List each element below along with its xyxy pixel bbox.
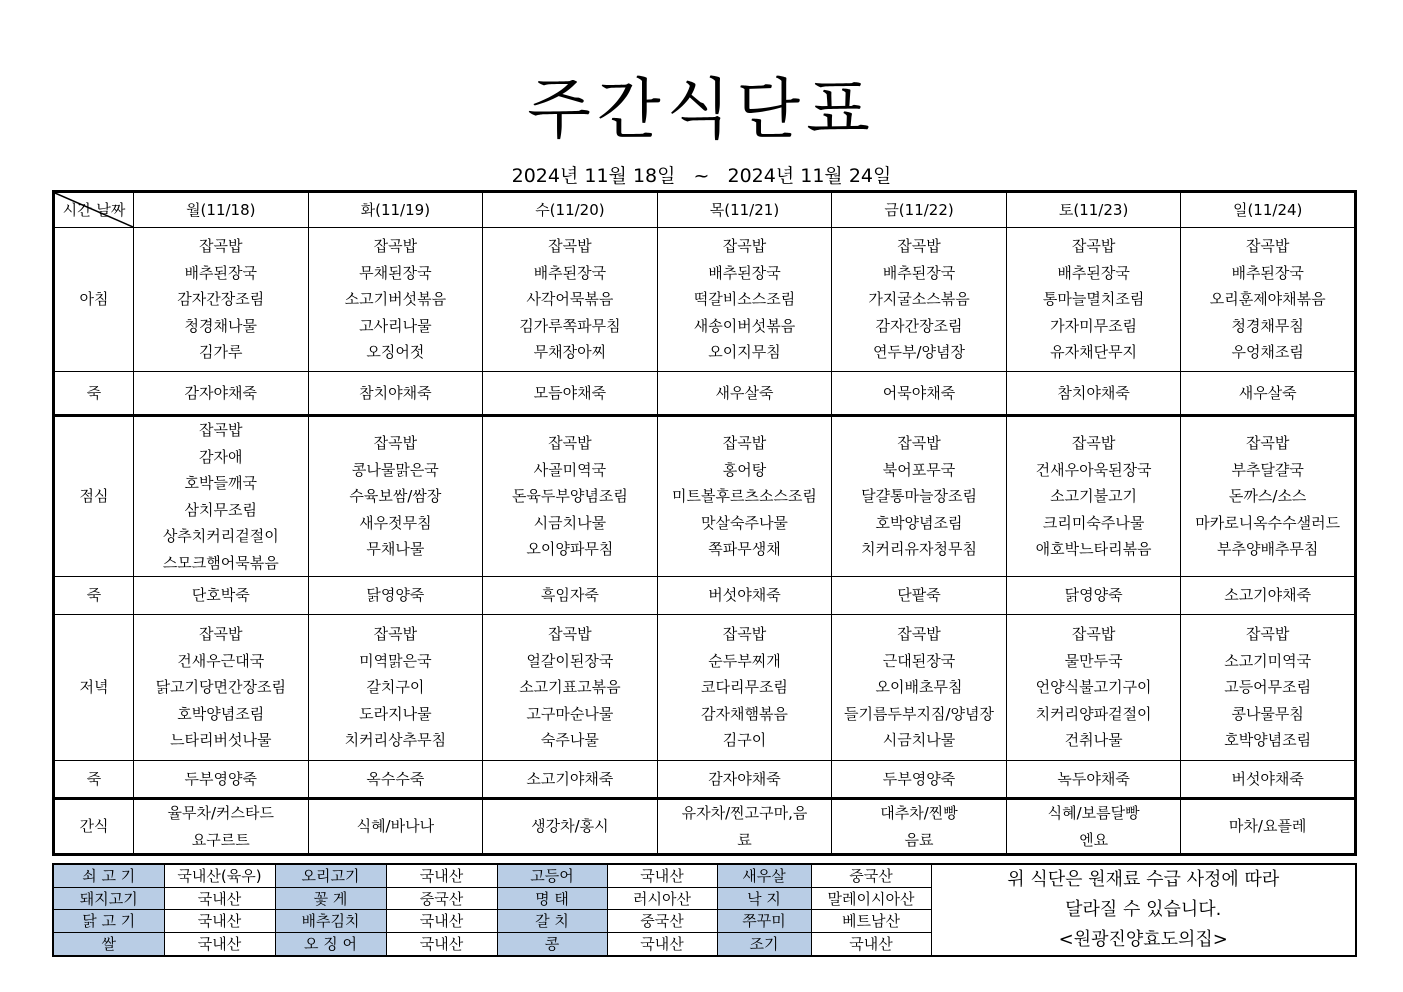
date-range — [0, 163, 1403, 189]
menu-item: 배추된장국 — [533, 263, 607, 282]
menu-item: 가자미무조림 — [1050, 316, 1138, 335]
origin-ingredient: 콩 — [497, 933, 607, 956]
menu-item: 요구르트 — [191, 830, 250, 849]
origin-country: 국내산 — [164, 887, 275, 910]
menu-cell — [308, 761, 483, 799]
menu-item: 사각어묵볶음 — [526, 290, 614, 309]
menu-item: 소고기버섯볶음 — [344, 290, 447, 309]
corner-label: 시간 날짜 — [62, 200, 126, 219]
origin-ingredient: 고등어 — [497, 864, 607, 887]
menu-item: 잡곡밥 — [548, 434, 592, 453]
menu-item: 배추된장국 — [708, 263, 781, 282]
menu-cell — [308, 799, 483, 855]
menu-item: 호박양념조림 — [875, 513, 963, 532]
menu-item: 건새우아욱된장국 — [1035, 460, 1152, 479]
menu-item: 청경채무침 — [1231, 316, 1304, 335]
origin-ingredient: 쇠 고 기 — [53, 864, 164, 887]
menu-item: 건새우근대국 — [177, 651, 265, 670]
menu-item: 잡곡밥 — [199, 421, 243, 439]
meal-label: 죽 — [54, 372, 134, 416]
meal-row — [54, 799, 1356, 855]
meal-row — [54, 372, 1356, 416]
menu-item: 감자야채죽 — [184, 383, 257, 402]
menu-item: 잡곡밥 — [1245, 625, 1290, 644]
menu-cell — [134, 615, 309, 761]
menu-item: 크리미숙주나물 — [1042, 513, 1145, 532]
menu-item: 돈까스/소스 — [1228, 487, 1307, 506]
menu-cell — [1181, 761, 1356, 799]
menu-item: 잡곡밥 — [897, 237, 941, 256]
menu-cell — [832, 799, 1007, 855]
menu-item: 북어포무국 — [882, 460, 956, 479]
origin-ingredient: 돼지고기 — [53, 887, 164, 910]
menu-item: 참치야채죽 — [359, 383, 432, 402]
menu-item: 고구마순나물 — [526, 704, 614, 723]
day-header: 금(11/22) — [832, 192, 1007, 228]
menu-item: 애호박느타리볶음 — [1035, 540, 1152, 559]
menu-cell — [134, 799, 309, 855]
menu-item: 닭고기당면간장조림 — [155, 678, 286, 697]
menu-cell — [483, 577, 658, 615]
menu-cell — [483, 416, 658, 577]
date-end: 2024년 11월 24일 — [727, 165, 892, 187]
menu-item: 김가루 — [199, 343, 243, 362]
menu-item: 유자차/찐고구마,음 — [681, 804, 808, 822]
menu-item: 배추된장국 — [1231, 263, 1304, 282]
menu-item: 유자채단무지 — [1050, 343, 1138, 362]
origin-country: 국내산 — [607, 933, 717, 956]
menu-item: 버섯야채죽 — [1231, 769, 1304, 788]
notice-line: <원광진양효도의집> — [1058, 929, 1228, 950]
menu-item: 옥수수죽 — [366, 769, 425, 788]
origin-ingredient: 쌀 — [53, 933, 164, 956]
menu-item: 우엉채조림 — [1231, 343, 1304, 362]
date-separator: ~ — [693, 165, 710, 187]
origin-country: 국내산 — [386, 910, 497, 933]
menu-item: 잡곡밥 — [199, 625, 243, 644]
menu-item: 잡곡밥 — [199, 237, 243, 256]
menu-item: 두부영양죽 — [184, 769, 257, 788]
menu-cell — [657, 416, 832, 577]
menu-item: 무채된장국 — [359, 263, 432, 282]
day-header: 화(11/19) — [308, 192, 483, 228]
menu-cell — [1181, 416, 1356, 577]
menu-cell — [1181, 577, 1356, 615]
day-header: 일(11/24) — [1181, 192, 1356, 228]
notice-line: 위 식단은 원재료 수급 사정에 따라 — [1007, 869, 1280, 890]
menu-item: 새우살죽 — [1238, 383, 1297, 402]
notice-line: 달라질 수 있습니다. — [1065, 899, 1222, 920]
menu-cell — [1181, 799, 1356, 855]
menu-cell — [1006, 615, 1181, 761]
menu-item: 소고기불고기 — [1050, 487, 1138, 506]
menu-item: 언양식불고기구이 — [1035, 678, 1152, 697]
menu-cell — [1181, 228, 1356, 372]
menu-cell — [308, 372, 483, 416]
menu-item: 청경채나물 — [184, 316, 257, 335]
menu-item: 물만두국 — [1064, 651, 1123, 670]
meal-label: 아침 — [54, 228, 134, 372]
menu-cell — [832, 615, 1007, 761]
menu-item: 오징어젓 — [366, 343, 425, 362]
menu-item: 닭영양죽 — [366, 586, 425, 605]
origin-country: 중국산 — [607, 910, 717, 933]
menu-item: 오이지무침 — [708, 343, 781, 362]
menu-item: 버섯야채죽 — [708, 586, 781, 605]
menu-item: 생강차/홍시 — [531, 817, 609, 836]
menu-item: 단팥죽 — [897, 586, 941, 605]
menu-cell — [1006, 372, 1181, 416]
meal-row — [54, 615, 1356, 761]
menu-item: 어묵야채죽 — [882, 383, 956, 402]
menu-item: 부추양배추무침 — [1216, 540, 1319, 559]
menu-item: 치커리상추무침 — [344, 731, 447, 750]
menu-cell — [483, 761, 658, 799]
menu-item: 무채나물 — [366, 540, 425, 559]
menu-item: 음료 — [904, 830, 934, 849]
menu-item: 사골미역국 — [533, 460, 607, 479]
date-start: 2024년 11월 18일 — [511, 165, 676, 187]
meal-row — [54, 761, 1356, 799]
menu-item: 갈치구이 — [366, 678, 425, 697]
menu-item: 호박양념조림 — [1224, 731, 1312, 750]
menu-item: 감자애 — [199, 447, 243, 466]
menu-item: 콩나물맑은국 — [351, 460, 439, 479]
meal-row — [54, 228, 1356, 372]
menu-cell — [1006, 228, 1181, 372]
menu-item: 새송이버섯볶음 — [693, 316, 796, 335]
menu-cell — [1006, 799, 1181, 855]
menu-item: 단호박죽 — [191, 586, 250, 605]
menu-cell — [134, 228, 309, 372]
menu-item: 감자간장조림 — [177, 290, 265, 309]
menu-item: 맛살숙주나물 — [700, 513, 788, 532]
menu-item: 부추달걀국 — [1231, 460, 1304, 479]
menu-item: 소고기표고볶음 — [519, 678, 621, 697]
menu-cell — [1006, 416, 1181, 577]
menu-item: 잡곡밥 — [722, 434, 767, 453]
page-title: 주간식단표 — [527, 71, 876, 148]
menu-cell — [657, 372, 832, 416]
menu-item: 닭영양죽 — [1064, 586, 1123, 605]
menu-item: 녹두야채죽 — [1057, 769, 1130, 788]
menu-item: 느타리버섯나물 — [170, 731, 272, 750]
menu-item: 잡곡밥 — [548, 625, 592, 644]
menu-cell — [134, 761, 309, 799]
menu-item: 오이배초무침 — [875, 678, 963, 697]
menu-cell — [483, 372, 658, 416]
menu-item: 통마늘멸치조림 — [1042, 290, 1145, 309]
menu-item: 콩나물무침 — [1231, 704, 1304, 723]
menu-item: 잡곡밥 — [897, 625, 941, 644]
menu-item: 떡갈비소스조림 — [693, 290, 796, 309]
menu-cell — [1181, 372, 1356, 416]
meal-label: 죽 — [54, 577, 134, 615]
origin-ingredient: 오 징 어 — [275, 933, 386, 956]
menu-item: 감자야채죽 — [708, 769, 781, 788]
menu-cell — [483, 228, 658, 372]
menu-item: 고등어무조림 — [1224, 678, 1312, 697]
origin-ingredient: 갈 치 — [497, 910, 607, 933]
menu-item: 잡곡밥 — [722, 237, 767, 256]
menu-item: 감자채햄볶음 — [700, 704, 788, 723]
origin-ingredient: 닭 고 기 — [53, 910, 164, 933]
menu-cell — [1006, 577, 1181, 615]
menu-item: 잡곡밥 — [722, 625, 767, 644]
menu-item: 잡곡밥 — [373, 237, 418, 256]
day-header: 월(11/18) — [134, 192, 309, 228]
menu-item: 미트볼후르츠소스조림 — [672, 487, 817, 506]
meal-label: 죽 — [54, 761, 134, 799]
menu-item: 건취나물 — [1064, 731, 1123, 750]
menu-item: 순두부찌개 — [708, 651, 781, 670]
origin-ingredient: 꽃 게 — [275, 887, 386, 910]
menu-item: 대추차/찐빵 — [880, 804, 958, 822]
menu-item: 잡곡밥 — [1245, 434, 1290, 453]
meal-label: 간식 — [54, 799, 134, 855]
origin-country: 국내산 — [164, 910, 275, 933]
menu-item: 호박들깨국 — [184, 474, 257, 492]
menu-item: 배추된장국 — [1057, 263, 1130, 282]
menu-item: 새우젓무침 — [359, 513, 432, 532]
menu-item: 오이양파무침 — [526, 540, 614, 559]
menu-item: 돈육두부양념조림 — [511, 487, 628, 506]
menu-item: 치커리유자청무침 — [861, 540, 977, 559]
menu-item: 가지굴소스볶음 — [868, 290, 970, 309]
origin-row — [53, 864, 1356, 887]
menu-item: 잡곡밥 — [1245, 237, 1290, 256]
menu-cell — [308, 615, 483, 761]
menu-cell — [308, 577, 483, 615]
menu-item: 근대된장국 — [882, 651, 956, 670]
menu-cell — [832, 372, 1007, 416]
menu-cell — [1006, 761, 1181, 799]
menu-item: 무채장아찌 — [533, 343, 607, 362]
menu-item: 료 — [737, 830, 752, 849]
menu-item: 엔요 — [1079, 830, 1109, 849]
menu-item: 잡곡밥 — [897, 434, 941, 453]
origin-ingredient: 명 태 — [497, 887, 607, 910]
origin-country: 국내산(육우) — [164, 864, 275, 887]
menu-item: 호박양념조림 — [177, 704, 265, 723]
menu-item: 잡곡밥 — [1071, 625, 1116, 644]
origin-ingredient: 오리고기 — [275, 864, 386, 887]
menu-item: 스모크햄어묵볶음 — [162, 553, 279, 572]
origin-ingredient: 쭈꾸미 — [717, 910, 811, 933]
menu-item: 치커리양파겉절이 — [1035, 704, 1152, 723]
menu-item: 고사리나물 — [359, 316, 432, 335]
day-header: 목(11/21) — [657, 192, 832, 228]
menu-cell — [483, 799, 658, 855]
menu-cell — [1181, 615, 1356, 761]
origin-country: 국내산 — [607, 864, 717, 887]
corner-cell — [54, 192, 134, 228]
origin-country: 베트남산 — [811, 910, 931, 933]
menu-item: 율무차/커스타드 — [167, 804, 275, 822]
origin-country: 러시아산 — [607, 887, 717, 910]
menu-item: 숙주나물 — [540, 731, 599, 750]
menu-item: 두부영양죽 — [882, 769, 956, 788]
origin-ingredient: 조기 — [717, 933, 811, 956]
menu-item: 김가루쪽파무침 — [519, 316, 621, 335]
menu-cell — [657, 615, 832, 761]
meal-label: 저녁 — [54, 615, 134, 761]
menu-item: 오리훈제야채볶음 — [1209, 290, 1326, 309]
menu-item: 소고기야채죽 — [526, 769, 614, 788]
menu-item: 흑임자죽 — [540, 586, 599, 605]
origin-ingredient: 낙 지 — [717, 887, 811, 910]
menu-item: 새우살죽 — [715, 383, 774, 402]
day-header: 토(11/23) — [1006, 192, 1181, 228]
origin-country: 국내산 — [811, 933, 931, 956]
menu-cell — [308, 228, 483, 372]
menu-item: 마카로니옥수수샐러드 — [1195, 513, 1341, 532]
meal-row — [54, 416, 1356, 577]
menu-item: 잡곡밥 — [373, 625, 418, 644]
menu-item: 수육보쌈/쌈장 — [349, 487, 442, 506]
menu-item: 감자간장조림 — [875, 316, 963, 335]
origin-country: 말레이시아산 — [811, 887, 931, 910]
menu-item: 들기름두부지짐/양념장 — [844, 704, 995, 723]
menu-item: 미역맑은국 — [359, 651, 432, 670]
menu-item: 모듬야채죽 — [533, 383, 607, 402]
menu-item: 잡곡밥 — [548, 237, 592, 256]
menu-cell — [134, 416, 309, 577]
menu-item: 시금치나물 — [533, 513, 607, 532]
menu-item: 삼치무조림 — [184, 500, 257, 519]
menu-item: 마차/요플레 — [1228, 817, 1307, 836]
menu-item: 잡곡밥 — [373, 434, 418, 453]
menu-cell — [134, 372, 309, 416]
menu-item: 배추된장국 — [184, 263, 257, 282]
menu-item: 소고기야채죽 — [1224, 586, 1312, 605]
origin-country: 국내산 — [386, 933, 497, 956]
menu-item: 도라지나물 — [359, 704, 432, 723]
menu-item: 쪽파무생채 — [708, 540, 781, 559]
menu-cell — [832, 577, 1007, 615]
menu-cell — [832, 761, 1007, 799]
origin-ingredient: 배추김치 — [275, 910, 386, 933]
origin-ingredient: 새우살 — [717, 864, 811, 887]
day-header: 수(11/20) — [483, 192, 658, 228]
origin-table — [52, 863, 1357, 957]
menu-cell — [832, 416, 1007, 577]
menu-item: 식혜/바나나 — [356, 817, 435, 836]
menu-cell — [134, 577, 309, 615]
menu-item: 소고기미역국 — [1224, 651, 1312, 670]
menu-item: 코다리무조림 — [700, 678, 788, 697]
menu-table — [52, 190, 1357, 856]
menu-item: 배추된장국 — [882, 263, 956, 282]
menu-item: 식혜/보름달빵 — [1047, 804, 1140, 822]
meal-row — [54, 577, 1356, 615]
origin-country: 국내산 — [386, 864, 497, 887]
menu-cell — [483, 615, 658, 761]
menu-cell — [657, 228, 832, 372]
menu-item: 잡곡밥 — [1071, 434, 1116, 453]
menu-cell — [308, 416, 483, 577]
menu-item: 얼갈이된장국 — [526, 651, 614, 670]
header-row — [54, 192, 1356, 228]
menu-item: 연두부/양념장 — [873, 343, 966, 362]
menu-cell — [657, 799, 832, 855]
meal-label: 점심 — [54, 416, 134, 577]
menu-cell — [657, 761, 832, 799]
menu-cell — [832, 228, 1007, 372]
notice-cell — [931, 864, 1356, 956]
origin-country: 국내산 — [164, 933, 275, 956]
menu-item: 김구이 — [722, 731, 767, 750]
menu-item: 참치야채죽 — [1057, 383, 1130, 402]
menu-cell — [657, 577, 832, 615]
menu-item: 상추치커리겉절이 — [162, 527, 279, 545]
menu-item: 달걀통마늘장조림 — [861, 487, 977, 506]
menu-item: 잡곡밥 — [1071, 237, 1116, 256]
origin-country: 중국산 — [386, 887, 497, 910]
origin-country: 중국산 — [811, 864, 931, 887]
menu-item: 홍어탕 — [722, 460, 767, 479]
menu-item: 시금치나물 — [882, 731, 956, 750]
